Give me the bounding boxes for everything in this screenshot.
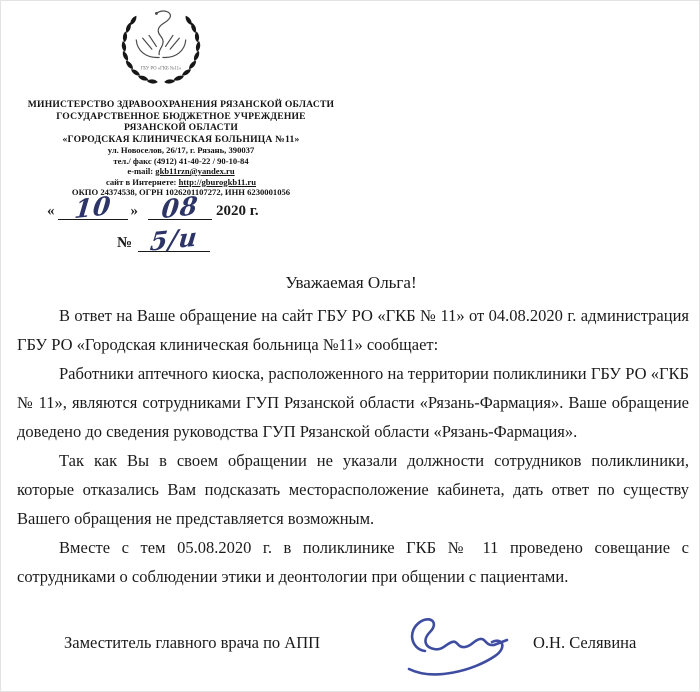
letterhead (13, 99, 349, 198)
number-blank (138, 222, 210, 257)
letter-body (17, 301, 689, 591)
email-label: e-mail: (127, 166, 156, 176)
postal-address: ул. Новоселов, 26/17, г. Рязань, 390037 (107, 145, 255, 155)
logo-caption: ГБУ РО «ГКБ №11» (140, 66, 182, 72)
hospital-name: «ГОРОДСКАЯ КЛИНИЧЕСКАЯ БОЛЬНИЦА №11» (62, 133, 300, 145)
salutation: Уважаемая Ольга! (285, 273, 417, 292)
signer-position: Заместитель главного врача по АПП (64, 633, 321, 652)
hospital-emblem-logo (106, 5, 216, 97)
number-sign: № (117, 235, 133, 251)
website-label: сайт в Интернете: (105, 176, 179, 187)
hands-icon (136, 35, 186, 57)
website-line (13, 177, 349, 188)
signature-block (1, 607, 700, 692)
paragraph-4: Вместе с тем 05.08.2020 г. в поликлинике ГКБ № 11 проведено совещание с сотрудниками о соблюдении этики и деонтологии при общении с пациентами. (17, 538, 689, 586)
institution-type: ГОСУДАРСТВЕННОЕ БЮДЖЕТНОЕ УЧРЕЖДЕНИЕ (56, 110, 306, 122)
month-blank (148, 190, 212, 225)
handwritten-signature-icon (393, 607, 525, 691)
open-quote: « (47, 203, 55, 219)
signer-name: О.Н. Селявина (533, 633, 637, 652)
email-line (13, 166, 349, 177)
handwritten-day: 10 (72, 190, 113, 225)
handwritten-month: 08 (160, 190, 200, 225)
snake-icon (155, 11, 170, 55)
ministry-name: МИНИСТЕРСТВО ЗДРАВООХРАНЕНИЯ РЯЗАНСКОЙ ОБЛАСТИ (27, 99, 335, 110)
laurel-wreath-snake-icon (106, 5, 216, 97)
website-link[interactable]: http://gburogkb11.ru (178, 176, 257, 187)
institution-region: РЯЗАНСКОЙ ОБЛАСТИ (123, 122, 239, 133)
day-blank (58, 190, 128, 225)
handwritten-number: 5/и (148, 222, 200, 257)
email-link[interactable]: gkb11rzn@yandex.ru (155, 166, 235, 176)
year-label: 2020 г. (216, 203, 259, 219)
registration-codes: ОКПО 24374538, ОГРН 1026201107272, ИНН 6230001056 (71, 187, 291, 197)
phone-fax: тел./ факс (4912) 41-40-22 / 90-10-84 (113, 155, 249, 166)
paragraph-2: Работники аптечного киоска, расположенного на территории поликлиники ГБУ РО «ГКБ № 11», являются сотрудниками ГУП Рязанской области «Рязань-Фармация». Ваше обращение доведено до сведения руководства ГУП Рязанской области «Рязань-Фармация». (17, 364, 689, 441)
close-quote: » (130, 203, 138, 219)
number-line (117, 222, 210, 257)
paragraph-1: В ответ на Ваше обращение на сайт ГБУ РО «ГКБ № 11» от 04.08.2020 г. администрация ГБУ РО «Городская клиническая больница №11» сообщает: (17, 306, 689, 354)
paragraph-3: Так как Вы в своем обращении не указали должности сотрудников поликлиники, которые отказались Вам подсказать месторасположение кабинета, дать ответ по существу Вашего обращения не представляется возможным. (17, 451, 689, 528)
